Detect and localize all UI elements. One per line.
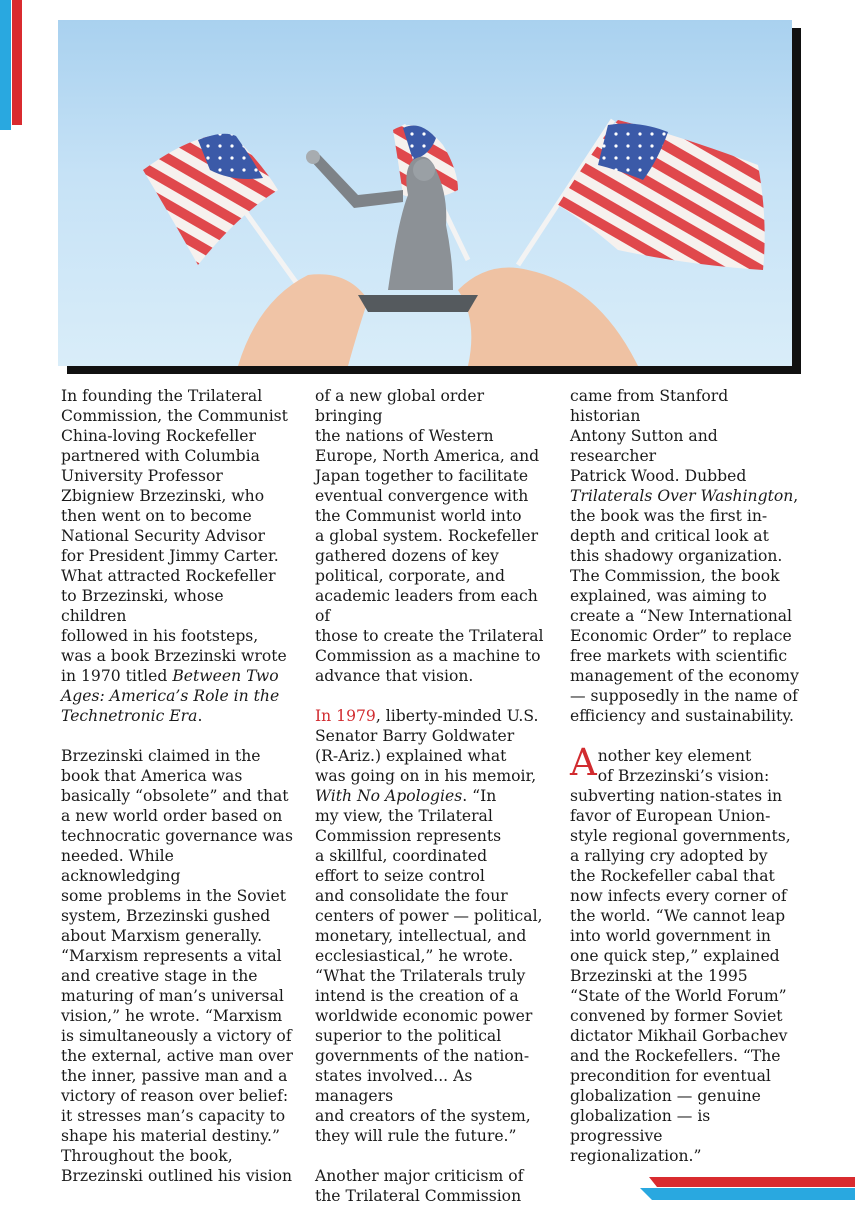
book-title-between-two-ages: Between Two Ages: America’s Role in the Technetronic Era	[61, 667, 280, 725]
drop-cap: A	[570, 741, 597, 784]
paragraph-brzezinski-marxism: Brzezinski claimed in the book that America was basically “obsolete” and that a new world order based on technocratic governance was needed. While acknowledging some problems in the Soviet system, Brzezinski gushed about Marxism generally. “Marxism represents a vital and creative stage in the maturing of man’s universal vision,” he wrote. “Marxism is simultaneously a victory of the external, active man over the inner, passive man and a victory of reason over belief: it stresses man’s capacity to shape his material destiny.” Throughout the book, Brzezinski outlined his vision	[61, 747, 293, 1185]
left-hand	[238, 274, 368, 366]
hero-image-flags-statue-of-liberty	[58, 20, 792, 366]
paragraph-goldwater: In 1979, liberty-minded U.S. Senator Barry Goldwater (R-Ariz.) explained what was going on in his memoir, With No Apologies. “In my view, the Trilateral Commission represents a skillful, coordinated effort to seize control and consolidate the four centers of power — political, monetary, intellectual, and ecclesiastical,” he wrote. “What the Trilaterals truly intend is the creation of a worldwide economic power superior to the political governments of the nation- states involved... As managers and creators of the system, they will rule the future.”	[315, 707, 543, 1145]
statue-raised-arm	[310, 155, 403, 208]
statue-base	[358, 295, 478, 312]
article-column-1	[61, 386, 293, 1186]
statue-head	[413, 159, 435, 181]
paragraph-sutton-wood: came from Stanford historian Antony Sutton and researcher Patrick Wood. Dubbed Trilaterals Over Washington, the book was the first in- depth and critical look at this shadowy organization. The Commission, the book explained, was aiming to create a “New International Economic Order” to replace free markets with scientific management of the economy — supposedly in the name of efficiency and sustainability.	[570, 387, 799, 725]
paragraph-trilateral-founding: In founding the Trilateral Commission, the Communist China-loving Rockefeller partnered with Columbia University Professor Zbigniew Brzezinski, who then went on to become National Security Advisor for President Jimmy Carter. What attracted Rockefeller to Brzezinski, whose children followed in his footsteps, was a book Brzezinski wrote in 1970 titled Between Two Ages: America’s Role in the Technetronic Era.	[61, 387, 288, 725]
article-column-3	[570, 386, 802, 1166]
year-highlight: In 1979	[315, 707, 376, 725]
bottom-red-accent-bar	[649, 1177, 855, 1187]
statue-torch	[306, 150, 320, 164]
article-column-2	[315, 386, 547, 1206]
book-title-trilaterals-over-washington: Trilaterals Over Washington	[570, 487, 794, 505]
book-title-with-no-apologies: With No Apologies	[315, 787, 463, 805]
bottom-blue-accent-bar	[640, 1188, 855, 1200]
paragraph-another-criticism: Another major criticism of the Trilateral Commission	[315, 1167, 524, 1205]
paragraph-regionalization: Another key element of Brzezinski’s vision: subverting nation-states in favor of European Union- style regional governments, a rallying cry adopted by the Rockefeller cabal that now infects every corner of the world. “We cannot leap into world government in one quick step,” explained Brzezinski at the 1995 “State of the World Forum” convened by former Soviet dictator Mikhail Gorbachev and the Rockefellers. “The precondition for eventual globalization — genuine globalization — is progressive regionalization.”	[570, 741, 791, 1165]
left-red-accent-bar	[12, 0, 22, 125]
paragraph-new-global-order: of a new global order bringing the nations of Western Europe, North America, and Japan together to facilitate eventual convergence with the Communist world into a global system. Rockefeller gathered dozens of key political, corporate, and academic leaders from each of those to create the Trilateral Commission as a machine to advance that vision.	[315, 387, 544, 685]
hero-illustration	[58, 20, 792, 366]
right-hand	[458, 268, 638, 367]
left-blue-accent-bar	[0, 0, 11, 130]
